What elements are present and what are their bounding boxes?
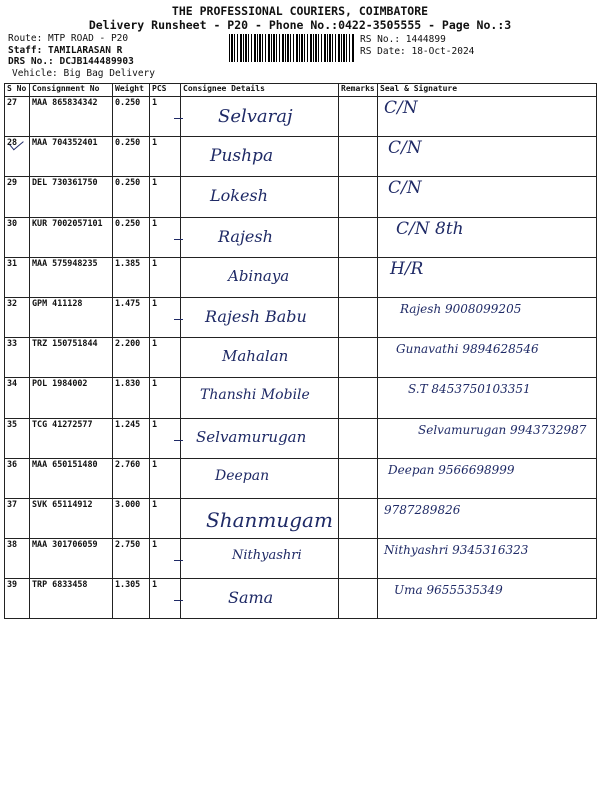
row-sno: 32 <box>5 297 30 337</box>
consignee-handwritten-name: Rajesh Babu <box>205 307 307 326</box>
row-consignee <box>181 217 339 257</box>
row-pcs: 1 <box>150 498 181 538</box>
col-consignee: Consignee Details <box>181 84 339 97</box>
delivery-table <box>4 83 597 619</box>
row-sno: 30 <box>5 217 30 257</box>
consignee-handwritten-name: Thanshi Mobile <box>200 387 310 404</box>
col-sno: S No <box>5 84 30 97</box>
row-consignee <box>181 378 339 418</box>
row-seal <box>378 458 597 498</box>
row-remarks <box>339 458 378 498</box>
row-consignee <box>181 97 339 137</box>
row-seal <box>378 498 597 538</box>
row-consignee <box>181 137 339 177</box>
col-seal: Seal & Signature <box>378 84 597 97</box>
seal-signature-handwriting: Rajesh 9008099205 <box>400 302 522 316</box>
row-weight: 0.250 <box>113 137 150 177</box>
row-seal <box>378 378 597 418</box>
row-consignment-no: TRZ 150751844 <box>30 338 113 378</box>
table-row <box>5 217 597 257</box>
seal-signature-handwriting: Nithyashri 9345316323 <box>384 543 529 558</box>
row-sno: 31 <box>5 257 30 297</box>
row-weight: 0.250 <box>113 97 150 137</box>
row-pcs: 1 <box>150 378 181 418</box>
row-seal <box>378 257 597 297</box>
pen-stroke <box>174 239 183 240</box>
pen-stroke <box>174 600 183 601</box>
col-remarks: Remarks <box>339 84 378 97</box>
row-consignee <box>181 458 339 498</box>
row-seal <box>378 579 597 619</box>
row-weight: 1.385 <box>113 257 150 297</box>
row-consignment-no: MAA 650151480 <box>30 458 113 498</box>
runsheet-meta-left <box>8 33 155 79</box>
seal-signature-handwriting: C/N <box>388 178 422 199</box>
row-consignee <box>181 539 339 579</box>
row-sno: 39 <box>5 579 30 619</box>
consignee-handwritten-name: Nithyashri <box>232 548 302 564</box>
row-remarks <box>339 137 378 177</box>
row-remarks <box>339 539 378 579</box>
table-row <box>5 297 597 337</box>
row-weight: 1.245 <box>113 418 150 458</box>
seal-signature-handwriting: 9787289826 <box>384 503 461 517</box>
row-pcs: 1 <box>150 257 181 297</box>
row-seal <box>378 137 597 177</box>
row-consignment-no: MAA 704352401 <box>30 137 113 177</box>
row-weight: 0.250 <box>113 177 150 217</box>
table-row <box>5 579 597 619</box>
row-pcs: 1 <box>150 418 181 458</box>
consignee-handwritten-name: Abinaya <box>228 266 290 285</box>
row-remarks <box>339 579 378 619</box>
row-consignee <box>181 338 339 378</box>
consignee-handwritten-name: Mahalan <box>222 347 289 366</box>
row-pcs: 1 <box>150 137 181 177</box>
row-sno: 27 <box>5 97 30 137</box>
row-remarks <box>339 418 378 458</box>
route-text: Route: MTP ROAD - P20 <box>8 33 129 44</box>
page-subtitle: Delivery Runsheet - P20 - Phone No.:0422-3505555 - Page No.:3 <box>88 18 512 32</box>
consignee-handwritten-name: Selvaraj <box>218 106 293 127</box>
row-weight: 1.475 <box>113 297 150 337</box>
row-seal <box>378 418 597 458</box>
drs-value: DRS No.: DCJB144489903 <box>8 56 134 67</box>
row-consignment-no: MAA 865834342 <box>30 97 113 137</box>
consignee-handwritten-name: Selvamurugan <box>196 427 307 446</box>
table-row <box>5 257 597 297</box>
pen-stroke <box>174 440 183 441</box>
row-remarks <box>339 217 378 257</box>
table-row <box>5 498 597 538</box>
row-remarks <box>339 498 378 538</box>
rs-date: RS Date: 18-Oct-2024 <box>360 45 475 57</box>
rs-number: RS No.: 1444899 <box>360 34 446 45</box>
row-seal <box>378 539 597 579</box>
row-pcs: 1 <box>150 297 181 337</box>
staff-text <box>8 45 155 57</box>
row-consignment-no: TCG 41272577 <box>30 418 113 458</box>
table-row <box>5 378 597 418</box>
seal-signature-handwriting: Uma 9655535349 <box>394 583 503 598</box>
vehicle-text: Vehicle: Big Bag Delivery <box>12 67 155 79</box>
row-pcs: 1 <box>150 458 181 498</box>
row-consignee <box>181 257 339 297</box>
table-row <box>5 539 597 579</box>
runsheet-meta-right <box>360 34 474 57</box>
row-weight: 3.000 <box>113 498 150 538</box>
seal-signature-handwriting: C/N 8th <box>396 218 464 239</box>
row-consignment-no: DEL 730361750 <box>30 177 113 217</box>
row-consignee <box>181 418 339 458</box>
row-consignment-no: TRP 6833458 <box>30 579 113 619</box>
seal-signature-handwriting: C/N <box>384 98 418 118</box>
row-consignee <box>181 498 339 538</box>
row-remarks <box>339 257 378 297</box>
row-consignment-no: POL 1984002 <box>30 378 113 418</box>
consignee-handwritten-name: Shanmugam <box>206 508 333 532</box>
row-weight: 2.750 <box>113 539 150 579</box>
row-pcs: 1 <box>150 338 181 378</box>
row-sno: 37 <box>5 498 30 538</box>
row-consignee <box>181 177 339 217</box>
row-weight: 1.305 <box>113 579 150 619</box>
consignee-handwritten-name: Sama <box>228 588 274 608</box>
row-remarks <box>339 338 378 378</box>
row-consignee <box>181 297 339 337</box>
row-consignment-no: KUR 7002057101 <box>30 217 113 257</box>
row-seal <box>378 297 597 337</box>
row-consignment-no: MAA 575948235 <box>30 257 113 297</box>
col-weight: Weight <box>113 84 150 97</box>
staff-value: Staff: TAMILARASAN R <box>8 44 123 56</box>
seal-signature-handwriting: C/N <box>388 138 422 159</box>
seal-signature-handwriting: H/R <box>390 258 424 279</box>
row-weight: 1.830 <box>113 378 150 418</box>
row-pcs: 1 <box>150 217 181 257</box>
row-consignment-no: GPM 411128 <box>30 297 113 337</box>
page-title: THE PROFESSIONAL COURIERS, COIMBATORE <box>171 4 429 18</box>
row-remarks <box>339 378 378 418</box>
row-consignee <box>181 579 339 619</box>
table-header-row <box>5 84 597 97</box>
row-sno: 28 <box>5 137 30 177</box>
row-pcs: 1 <box>150 177 181 217</box>
table-row <box>5 137 597 177</box>
row-seal <box>378 177 597 217</box>
row-remarks <box>339 177 378 217</box>
row-weight: 2.760 <box>113 458 150 498</box>
table-row <box>5 338 597 378</box>
row-sno: 29 <box>5 177 30 217</box>
row-weight: 2.200 <box>113 338 150 378</box>
row-sno: 34 <box>5 378 30 418</box>
row-seal <box>378 217 597 257</box>
row-sno: 33 <box>5 338 30 378</box>
table-row <box>5 418 597 458</box>
col-pcs: PCS <box>150 84 181 97</box>
consignee-handwritten-name: Deepan <box>215 467 270 484</box>
row-pcs: 1 <box>150 579 181 619</box>
drs-text <box>8 56 155 68</box>
row-remarks <box>339 97 378 137</box>
seal-signature-handwriting: Selvamurugan 9943732987 <box>418 422 587 437</box>
pen-stroke <box>174 118 183 119</box>
pen-stroke <box>174 560 183 561</box>
table-row <box>5 458 597 498</box>
table-row <box>5 97 597 137</box>
consignee-handwritten-name: Rajesh <box>218 226 273 246</box>
row-sno: 36 <box>5 458 30 498</box>
row-pcs: 1 <box>150 539 181 579</box>
row-weight: 0.250 <box>113 217 150 257</box>
consignee-handwritten-name: Lokesh <box>210 186 268 206</box>
row-remarks <box>339 297 378 337</box>
col-consignment: Consignment No <box>30 84 113 97</box>
row-sno: 35 <box>5 418 30 458</box>
row-consignment-no: MAA 301706059 <box>30 539 113 579</box>
pen-stroke <box>174 319 183 320</box>
seal-signature-handwriting: Deepan 9566698999 <box>388 462 515 477</box>
row-pcs: 1 <box>150 97 181 137</box>
seal-signature-handwriting: Gunavathi 9894628546 <box>396 342 539 357</box>
row-seal <box>378 338 597 378</box>
seal-signature-handwriting: S.T 8453750103351 <box>408 382 531 397</box>
row-sno: 38 <box>5 539 30 579</box>
row-consignment-no: SVK 65114912 <box>30 498 113 538</box>
consignee-handwritten-name: Pushpa <box>210 146 274 167</box>
barcode-image <box>229 34 355 62</box>
row-seal <box>378 97 597 137</box>
table-row <box>5 177 597 217</box>
